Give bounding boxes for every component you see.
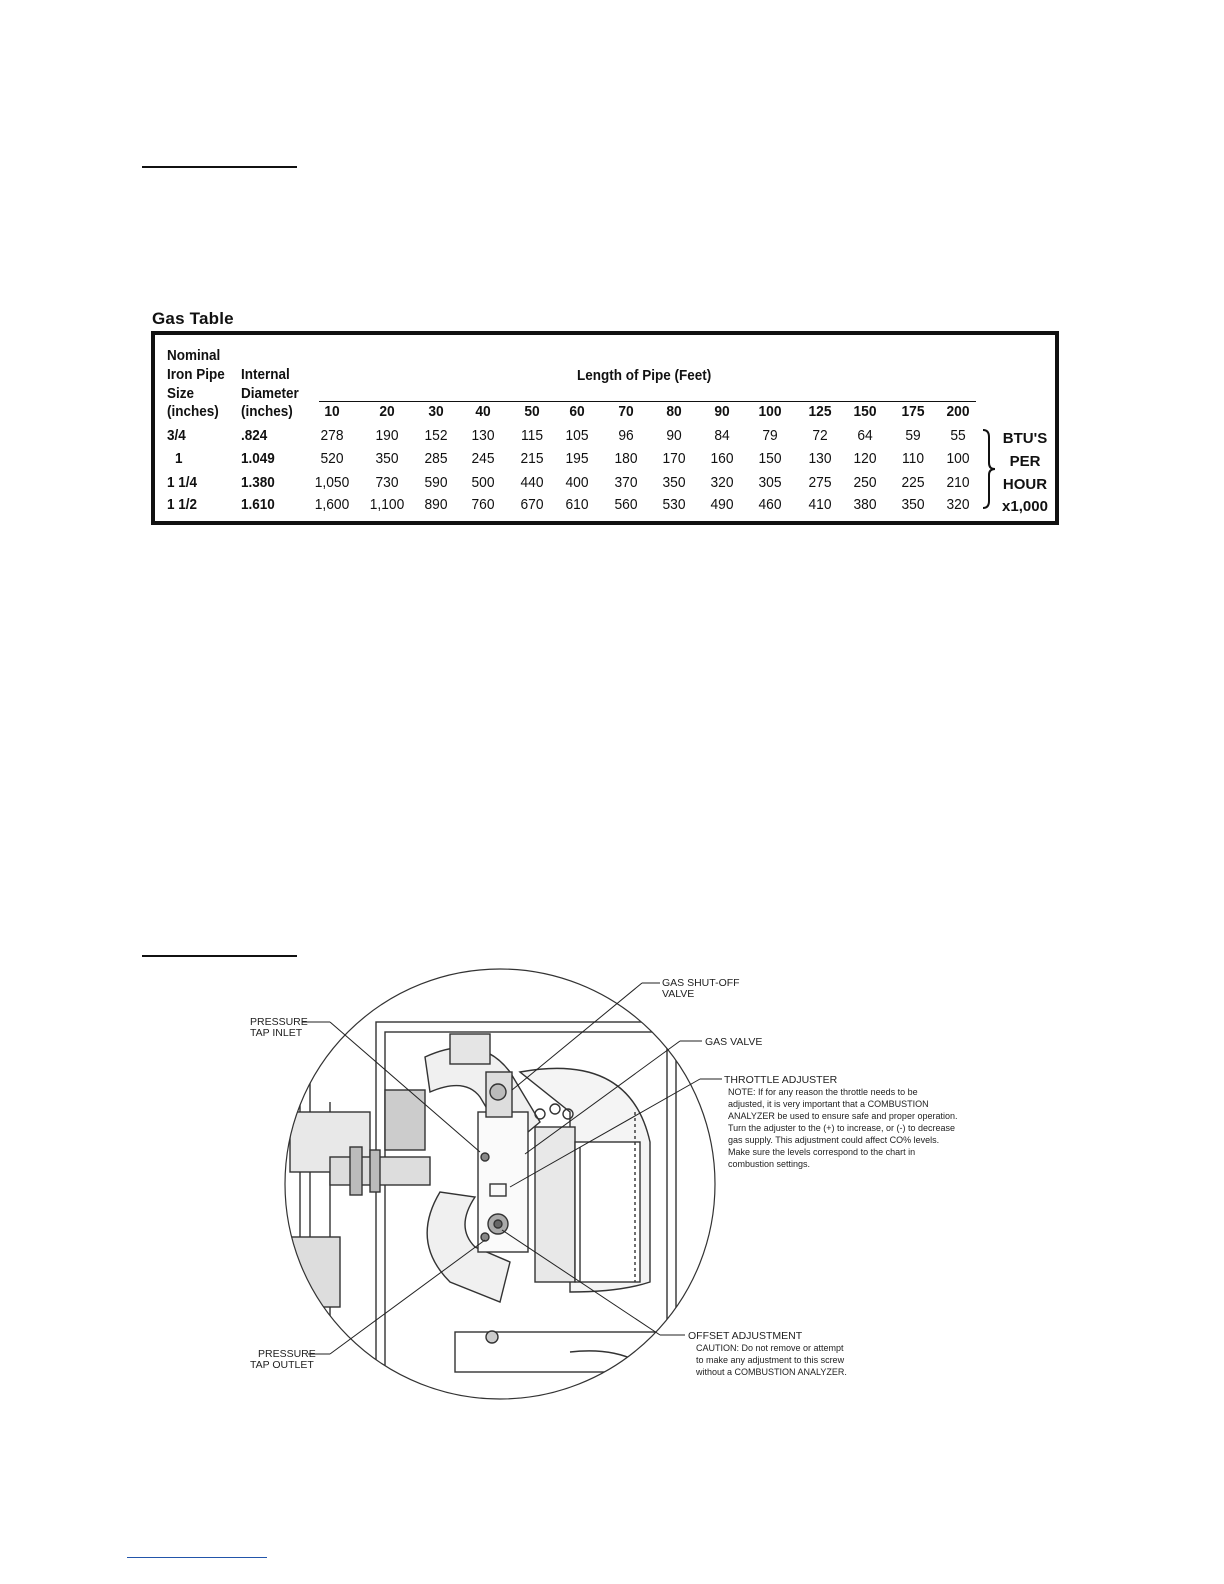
header-length-col: 150 [853,403,877,420]
table-cell: 610 [565,496,589,513]
callout-offset-title: OFFSET ADJUSTMENT [688,1330,803,1342]
table-cell: 350 [901,496,925,513]
callout-pressure-inlet-1: PRESSURE [250,1016,308,1028]
table-cell: 130 [808,450,832,467]
row-pipe-size: 3/4 [167,427,186,444]
row-pipe-size: 1 [175,450,183,467]
table-cell: 530 [662,496,686,513]
table-cell: 1,100 [369,496,405,513]
table-cell: 350 [662,474,686,491]
throttle-note-4: Turn the adjuster to the (+) to increase, or (-) to decrease [728,1123,956,1133]
table-cell: 1,600 [314,496,350,513]
table-cell: 440 [520,474,544,491]
row-internal-diameter: .824 [241,427,268,444]
table-cell: 180 [614,450,638,467]
row-pipe-size: 1 1/4 [167,474,198,491]
table-cell: 490 [710,496,734,513]
table-cell: 190 [375,427,399,444]
header-length-col: 10 [324,403,340,420]
table-cell: 320 [710,474,734,491]
section-underline-middle [142,955,297,957]
table-cell: 195 [565,450,589,467]
row-pipe-size: 1 1/2 [167,496,198,513]
callout-gas-valve: GAS VALVE [705,1036,763,1048]
header-nominal-1: Nominal [167,347,221,364]
callout-pressure-outlet-2: TAP OUTLET [250,1359,314,1371]
table-cell: 215 [520,450,544,467]
callout-pressure-inlet-2: TAP INLET [250,1027,303,1039]
table-cell: 1,050 [314,474,350,491]
header-nominal-3: Size [167,385,195,402]
table-cell: 79 [762,427,778,444]
table-cell: 55 [950,427,966,444]
header-length-col: 20 [379,403,395,420]
row-internal-diameter: 1.610 [241,496,275,513]
table-cell: 275 [808,474,832,491]
offset-note-3: without a COMBUSTION ANALYZER. [696,1367,847,1377]
callout-throttle-title: THROTTLE ADJUSTER [724,1074,838,1086]
table-cell: 410 [808,496,832,513]
row-internal-diameter: 1.049 [241,450,275,467]
header-length-col: 30 [428,403,444,420]
callout-gas-shutoff-2: VALVE [662,988,695,1000]
table-cell: 460 [758,496,782,513]
table-cell: 590 [424,474,448,491]
table-cell: 245 [471,450,495,467]
header-length-rule [319,401,976,402]
header-length-col: 175 [901,403,925,420]
table-cell: 64 [857,427,873,444]
table-cell: 96 [618,427,634,444]
table-cell: 84 [714,427,730,444]
header-internal-1: Internal [241,366,290,383]
callout-pressure-outlet-1: PRESSURE [258,1348,316,1360]
table-cell: 90 [666,427,682,444]
header-length-col: 60 [569,403,585,420]
unit-line-4: x1,000 [1002,498,1048,515]
header-internal-3: (inches) [241,403,293,420]
table-cell: 760 [471,496,495,513]
throttle-note-5: gas supply. This adjustment could affect CO% levels. [728,1135,940,1145]
valve-assembly-illustration [280,967,680,1412]
header-length-col: 80 [666,403,682,420]
table-cell: 225 [901,474,925,491]
header-nominal-4: (inches) [167,403,219,420]
table-cell: 278 [320,427,344,444]
gas-table [151,331,1059,525]
throttle-note-7: combustion settings. [728,1159,811,1169]
gas-table-title: Gas Table [152,309,234,328]
header-length-col: 70 [618,403,634,420]
table-cell: 400 [565,474,589,491]
table-cell: 105 [565,427,589,444]
table-cell: 72 [812,427,828,444]
throttle-note-3: ANALYZER be used to ensure safe and proper operation. [728,1111,958,1121]
table-cell: 59 [905,427,921,444]
table-cell: 520 [320,450,344,467]
table-cell: 115 [520,427,543,444]
table-cell: 320 [946,496,970,513]
table-cell: 560 [614,496,638,513]
header-length: Length of Pipe (Feet) [577,367,712,384]
header-length-col: 200 [946,403,970,420]
table-cell: 305 [758,474,782,491]
unit-line-3: HOUR [1002,476,1048,493]
table-cell: 100 [946,450,970,467]
header-internal-2: Diameter [241,385,299,402]
table-cell: 110 [901,450,924,467]
table-cell: 380 [853,496,877,513]
table-cell: 250 [853,474,877,491]
header-length-col: 100 [758,403,782,420]
section-underline-top [142,166,297,168]
throttle-note-2: adjusted, it is very important that a COMBUSTION [728,1099,929,1109]
row-internal-diameter: 1.380 [241,474,275,491]
header-nominal-2: Iron Pipe [167,366,225,383]
offset-note-1: CAUTION: Do not remove or attempt [696,1343,844,1353]
header-length-col: 50 [524,403,540,420]
footer-link-underline [127,1557,267,1558]
table-cell: 130 [471,427,495,444]
header-length-col: 125 [808,403,832,420]
table-cell: 730 [375,474,399,491]
table-cell: 160 [710,450,734,467]
table-cell: 670 [520,496,544,513]
callout-gas-shutoff-1: GAS SHUT-OFF [662,977,740,989]
table-cell: 285 [424,450,448,467]
table-cell: 370 [614,474,638,491]
table-cell: 210 [946,474,970,491]
table-cell: 500 [471,474,495,491]
table-cell: 170 [662,450,686,467]
gas-valve-diagram [240,962,1000,1412]
header-length-col: 40 [475,403,491,420]
throttle-note-6: Make sure the levels correspond to the chart in [728,1147,916,1157]
header-length-col: 90 [714,403,730,420]
table-cell: 150 [758,450,782,467]
table-cell: 350 [375,450,399,467]
offset-note-2: to make any adjustment to this screw [696,1355,845,1365]
throttle-note-1: NOTE: If for any reason the throttle needs to be [728,1087,918,1097]
table-cell: 120 [853,450,877,467]
unit-line-2: PER [1009,453,1041,470]
table-cell: 890 [424,496,448,513]
unit-line-1: BTU'S [1002,430,1048,447]
table-cell: 152 [424,427,448,444]
